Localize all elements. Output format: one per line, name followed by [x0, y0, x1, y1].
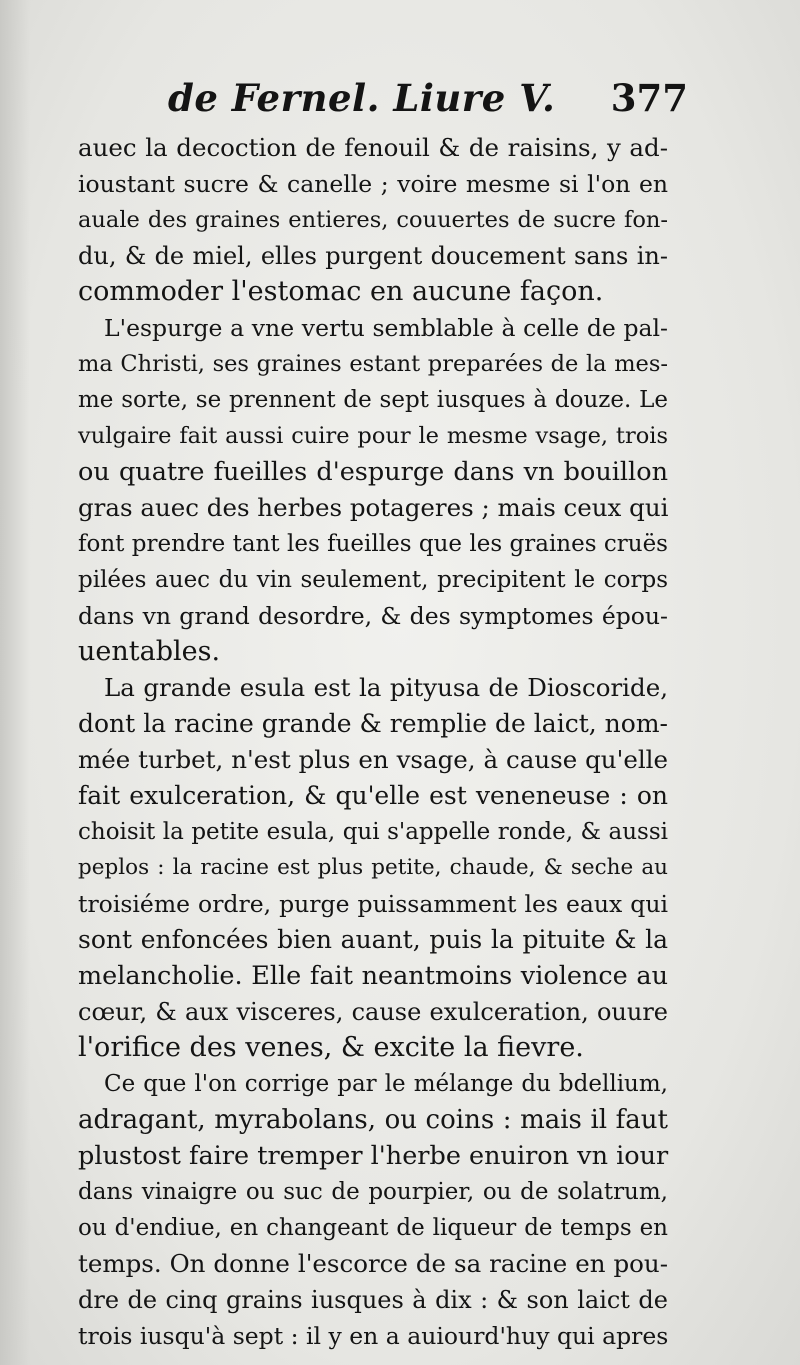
text-line: peplos : la racine est plus petite, chaude, & seche au	[78, 855, 668, 880]
text-line: ma Christi, ses graines estant preparées de la mes-	[78, 351, 668, 377]
text-line: trois iusqu'à sept : il y en a auiourd'huy qui apres	[78, 1322, 669, 1350]
text-line: adragant, myrabolans, ou coins : mais il faut	[78, 1105, 668, 1135]
text-line: temps. On donne l'escorce de sa racine en pou-	[78, 1249, 668, 1278]
text-line: dre de cinq grains iusques à dix : & son laict de	[78, 1286, 668, 1314]
text-line: sont enfoncées bien auant, puis la pituite & la	[78, 925, 668, 954]
text-line: dans vinaigre ou suc de pourpier, ou de solatrum,	[78, 1179, 668, 1205]
text-line: plustost faire tremper l'herbe enuiron vn iour	[78, 1141, 669, 1171]
body-text	[78, 130, 668, 1354]
text-line: auale des graines entieres, couuertes de sucre fon-	[78, 207, 668, 233]
text-line: dont la racine grande & remplie de laict, nom-	[78, 709, 668, 738]
page-number: 377	[610, 76, 688, 120]
page-header	[168, 76, 688, 126]
text-line: fait exulceration, & qu'elle est veneneuse : on	[78, 781, 668, 810]
text-line: cœur, & aux visceres, cause exulceration, ouure	[78, 998, 668, 1026]
text-line: l'orifice des venes, & excite la fievre.	[78, 1032, 584, 1063]
text-line: pilées auec du vin seulement, precipitent le corps	[78, 567, 668, 593]
running-title: de Fernel. Liure V.	[168, 76, 556, 120]
text-line: melancholie. Elle fait neantmoins violence au	[78, 961, 668, 991]
text-line: L'espurge a vne vertu semblable à celle de pal-	[104, 314, 668, 342]
text-line: La grande esula est la pityusa de Dioscoride,	[104, 673, 668, 702]
text-line: mée turbet, n'est plus en vsage, à cause qu'elle	[78, 745, 668, 774]
text-line: dans vn grand desordre, & des symptomes épou-	[78, 602, 668, 630]
page-shadow	[0, 0, 30, 1365]
text-line: choisit la petite esula, qui s'appelle ronde, & aussi	[78, 819, 668, 845]
text-line: Ce que l'on corrige par le mélange du bdellium,	[104, 1071, 668, 1097]
text-line: uentables.	[78, 636, 221, 667]
text-line: font prendre tant les fueilles que les graines cruës	[78, 531, 668, 557]
text-line: commoder l'estomac en aucune façon.	[78, 276, 604, 307]
text-line: me sorte, se prennent de sept iusques à douze. Le	[78, 387, 668, 413]
text-line: vulgaire fait aussi cuire pour le mesme vsage, trois	[78, 423, 668, 449]
text-line: gras auec des herbes potageres ; mais ceux qui	[78, 493, 669, 522]
text-line: troisiéme ordre, purge puissamment les eaux qui	[78, 890, 668, 918]
text-line: ou d'endiue, en changeant de liqueur de temps en	[78, 1215, 668, 1241]
text-line: ioustant sucre & canelle ; voire mesme si l'on en	[78, 170, 668, 198]
text-line: du, & de miel, elles purgent doucement sans in-	[78, 242, 668, 270]
text-line: ou quatre fueilles d'espurge dans vn bouillon	[78, 457, 668, 487]
text-line: auec la decoction de fenouil & de raisins, y ad-	[78, 133, 668, 162]
